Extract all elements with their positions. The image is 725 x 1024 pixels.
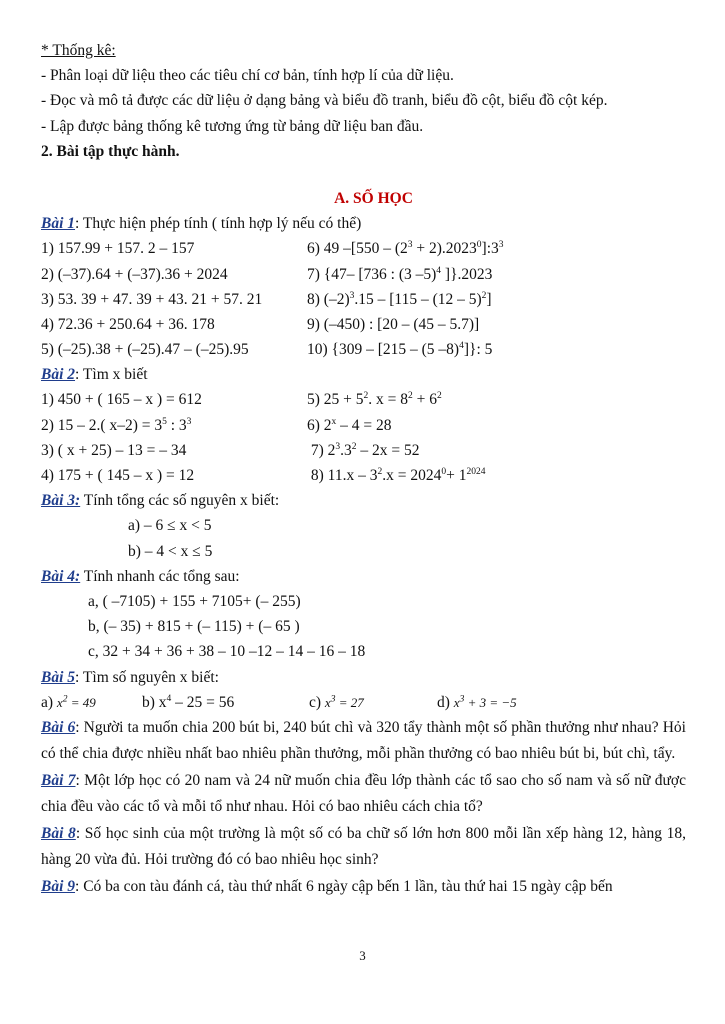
stats-item: - Phân loại dữ liệu theo các tiêu chí cơ bản, tính hợp lí của dữ liệu. [41, 67, 454, 85]
exercise-7: Bài 7: Một lớp học có 20 nam và 24 nữ muốn chia đều lớp thành các tổ sao cho số nam và số nữ được chia đều vào các tổ và mỗi tổ như nhau. Hỏi có bao nhiêu cách chia tổ? [41, 771, 686, 816]
exercise-label: Bài 2 [41, 366, 76, 384]
exercise-4-heading: Bài 4: Tính nhanh các tổng sau: [41, 567, 240, 585]
exercise-1-row: 5) (–25).38 + (–25).47 – (–25).95 10) {309 – [215 – (5 –8)$^4$]}: 5 [41, 340, 493, 359]
exercise-2-row: 2) 15 – 2.( $x-2) = 3^5$ : $3^3$ 6) 2$^x$ – 4 = 28 [41, 416, 392, 434]
exercise-5-heading: Bài 5: Tìm số nguyên x biết: [41, 668, 219, 686]
exercise-label: Bài 8 [41, 824, 76, 842]
exercise-label: Bài 1 [41, 215, 76, 233]
exercise-1-row: 4) 72.36 + 250.64 + 36. 178 9) (–450) : [20 – (45 – 5.7)] [41, 315, 480, 333]
stats-item: - Đọc và mô tả được các dữ liệu ở dạng bảng và biểu đồ tranh, biểu đồ cột, biểu đồ cột kép. [41, 92, 608, 110]
exercise-3-item: a) – 6 ≤ x < 5 [128, 517, 212, 535]
exercise-2-row: 3) ( x + 25) – 13 = – 34 7) $2^3.3^2 - 2x = 52$ [41, 441, 420, 459]
exercise-3-item: b) – 4 < x ≤ 5 [128, 542, 213, 560]
exercise-9: Bài 9: Có ba con tàu đánh cá, tàu thứ nhất 6 ngày cập bến 1 lần, tàu thứ hai 15 ngày cập bến [41, 877, 613, 895]
exercise-4-item: c, 32 + 34 + 36 + 38 – 10 –12 – 14 – 16 – 18 [88, 643, 366, 661]
exercise-1-row: 1) 157.99 + 157. 2 – 157 6) 49 $-[550 - (2^3$ + $2).2023^0]:3^3$ [41, 240, 504, 258]
exercise-2-row: 1) 450 + ( 165 – x ) = 612 5) $25 + 5^2$. $x = 8^2 + 6^2$ [41, 391, 442, 409]
exercise-label: Bài 3: [41, 492, 81, 510]
exercise-label: Bài 7 [41, 771, 76, 789]
exercise-1-row: 3) 53. 39 + 47. 39 + 43. 21 + 57. 21 8) $(-2)^3.15 - [115 - (12 - 5)^2]$ [41, 290, 492, 308]
exercise-4-item: a, ( –7105) + 155 + 7105+ (– 255) [88, 592, 301, 610]
stats-heading: * Thống kê: [41, 42, 116, 59]
exercise-2-row: 4) 175 + ( 145 – x ) = 12 8) $11.x - 3^2.x = 2024^0+ 1^{2024}$ [41, 466, 486, 484]
document-page [41, 38, 686, 899]
exercise-6: Bài 6: Người ta muốn chia 200 bút bi, 240 bút chì và 320 tẩy thành một số phần thưởng như nhau? Hỏi có thể chia được nhiều nhất bao nhiêu phần thưởng, mỗi phần thưởng có bao nhiêu bút bi, bút chì, tẩy. [41, 718, 686, 763]
exercise-3-heading: Bài 3: Tính tổng các số nguyên x biết: [41, 492, 280, 510]
exercise-5-row: a) $x^2 = 49$ b) $x^4 - 25 = 56$ c) $x^3 = 27$ d) $x^3 + 3 = -5$ [41, 693, 517, 711]
page-number: 3 [359, 948, 366, 963]
exercise-4-item: b, (– 35) + 815 + (– 115) + (– 65 ) [88, 618, 300, 636]
section-heading: 2. Bài tập thực hành. [41, 142, 180, 160]
exercise-2-heading: Bài 2: Tìm x biết [41, 366, 148, 384]
exercise-label: Bài 5 [41, 668, 76, 686]
exercise-1-row: 2) (–37).64 + (–37).36 + 2024 7) {47– [736 : (3 –5)$^4$ ]}.2023 [41, 265, 493, 283]
exercise-1-heading: Bài 1: Thực hiện phép tính ( tính hợp lý nếu có thể) [41, 215, 362, 233]
part-title: A. SỐ HỌC [334, 189, 413, 207]
exercise-label: Bài 6 [41, 718, 76, 736]
stats-item: - Lập được bảng thống kê tương ứng từ bảng dữ liệu ban đầu. [41, 117, 424, 135]
exercise-label: Bài 4: [41, 567, 81, 585]
exercise-8: Bài 8: Số học sinh của một trường là một số có ba chữ số lớn hơn 800 mỗi lần xếp hàng 12, hàng 18, hàng 20 vừa đủ. Hỏi trường đó có bao nhiêu học sinh? [41, 824, 686, 869]
exercise-label: Bài 9 [41, 877, 76, 895]
